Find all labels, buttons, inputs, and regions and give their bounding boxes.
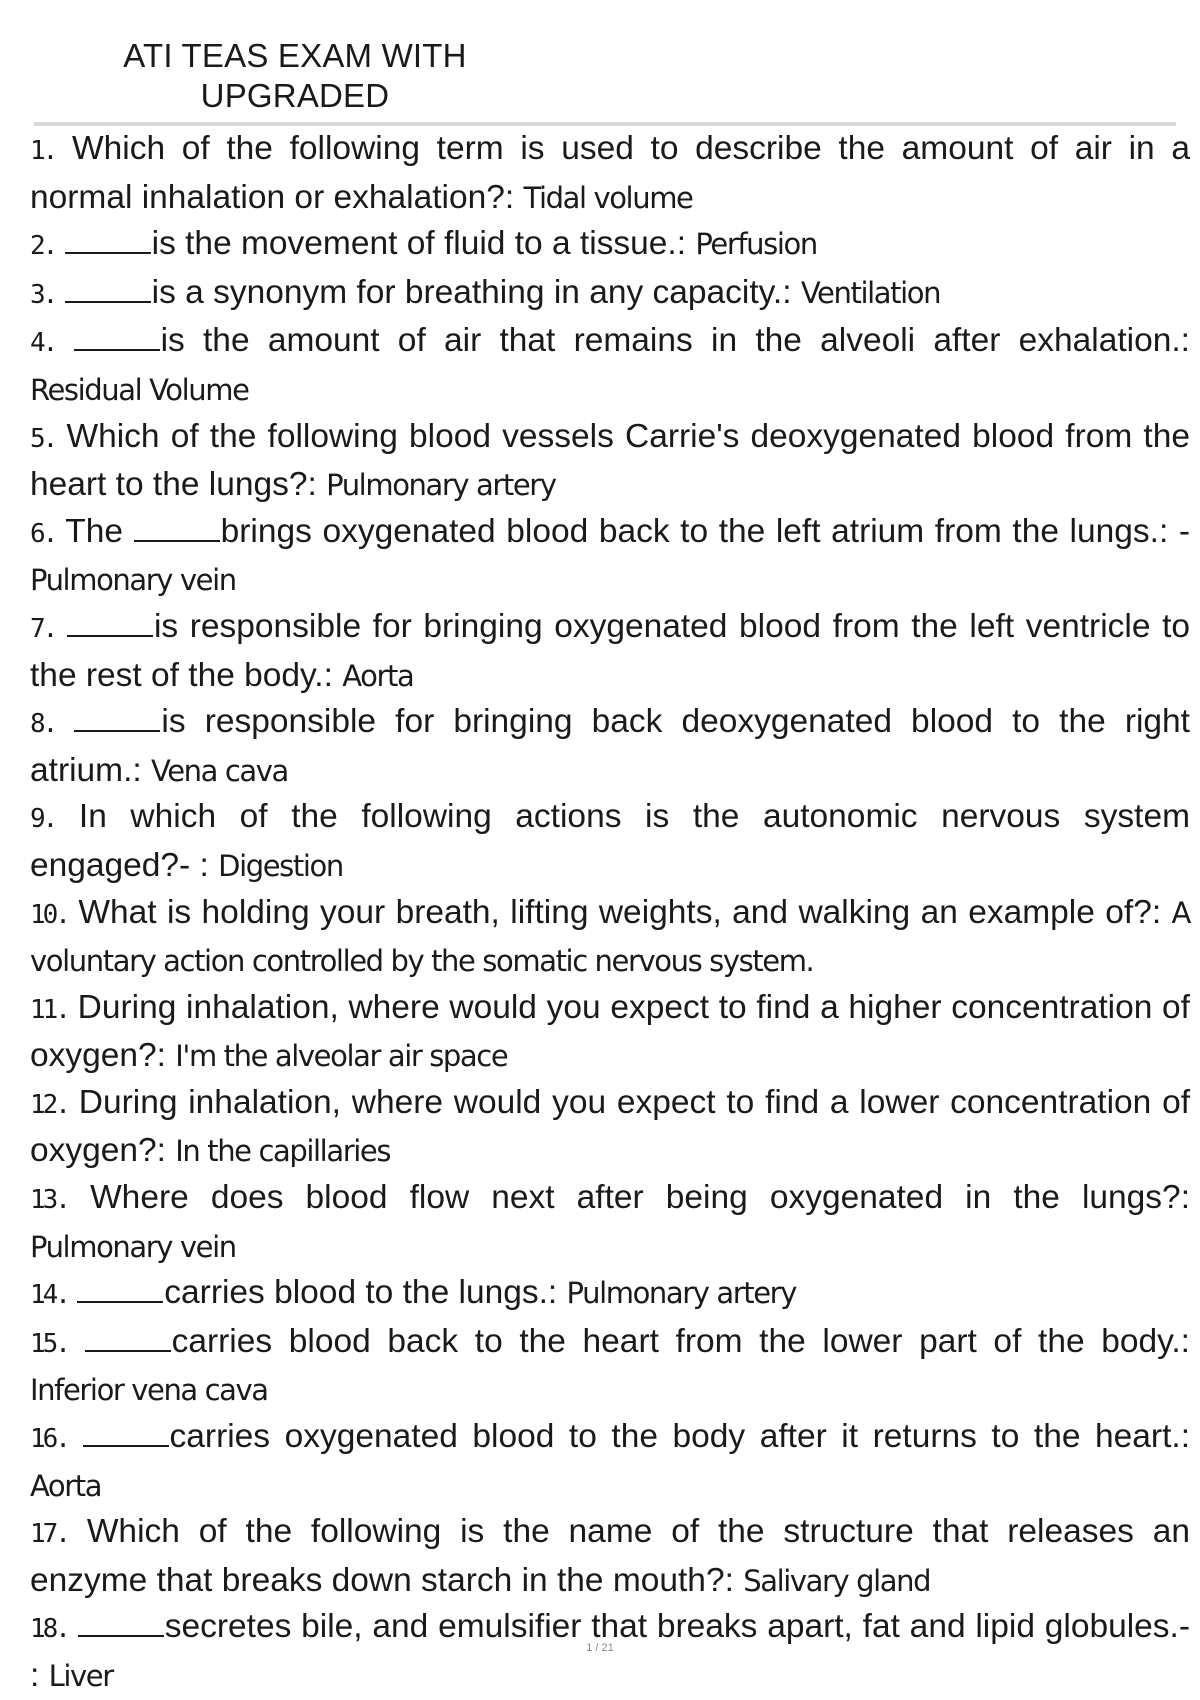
question-item [30, 1270, 1190, 1319]
page-indicator: 1 / 21 [586, 1642, 614, 1654]
question-list [30, 126, 1190, 1700]
question-number: 5. [30, 423, 56, 454]
question-item [30, 604, 1190, 699]
question-number: 3. [30, 279, 56, 310]
title-line-1: ATI TEAS EXAM WITH [123, 37, 467, 74]
question-item [30, 318, 1190, 413]
question-item [30, 985, 1190, 1080]
answer-text: Digestion [218, 848, 343, 883]
question-number: 14. [30, 1280, 68, 1311]
answer-text: Inferior vena cava [30, 1373, 268, 1408]
question-item [30, 1509, 1190, 1604]
answer-text: Aorta [30, 1468, 102, 1503]
question-item [30, 509, 1190, 604]
answer-text: Tidal volume [523, 180, 693, 215]
question-text: carries blood to the lungs.: [164, 1274, 558, 1312]
question-text: is the amount of air that remains in the alveoli after exhalation.: [160, 322, 1190, 360]
question-item [30, 1414, 1190, 1509]
question-number: 10. [30, 899, 68, 930]
fill-in-blank [74, 327, 160, 351]
question-number: 9. [30, 804, 56, 835]
answer-text: Pulmonary artery [566, 1276, 796, 1311]
question-item [30, 1319, 1190, 1414]
answer-text: Perfusion [695, 227, 817, 262]
question-text: In which of the following actions is the autonomic nervous system engaged?- : [30, 798, 1190, 884]
question-text: Where does blood flow next after being oxygenated in the lungs?: [90, 1179, 1190, 1217]
question-text: During inhalation, where would you expect to find a lower concentration of oxygen?: [30, 1083, 1191, 1170]
answer-text: I'm the alveolar air space [175, 1039, 508, 1074]
question-text: is the movement of fluid to a tissue.: [151, 225, 687, 263]
question-number: 13. [30, 1185, 68, 1216]
answer-text: A voluntary action controlled by the somatic nervous system. [30, 895, 1190, 979]
question-text: Which of the following is the name of the structure that releases an enzyme that breaks down starch in the mouth?: [30, 1513, 1190, 1599]
fill-in-blank [77, 1279, 163, 1303]
question-item [30, 1175, 1190, 1270]
question-number: 15. [30, 1328, 68, 1359]
question-number: 6. [30, 518, 56, 549]
question-number: 11. [30, 994, 68, 1025]
fill-in-blank [85, 1328, 171, 1352]
answer-text: Residual Volume [30, 372, 249, 407]
fill-in-blank [65, 230, 151, 254]
fill-in-blank [78, 1613, 164, 1637]
question-item [30, 794, 1190, 889]
question-number: 16. [30, 1424, 68, 1455]
question-item [30, 270, 1190, 319]
question-number: 4. [30, 328, 56, 359]
question-prefix: The [65, 512, 124, 550]
answer-text: Liver [48, 1659, 113, 1693]
question-text: During inhalation, where would you expect to find a higher concentration of oxygen?: [30, 988, 1190, 1075]
question-number: 18. [30, 1614, 68, 1645]
question-text: carries blood back to the heart from the lower part of the body.: [171, 1322, 1190, 1360]
answer-text: Ventilation [800, 275, 941, 310]
fill-in-blank [67, 613, 153, 637]
question-number: 17. [30, 1519, 68, 1550]
question-number: 12. [30, 1089, 68, 1120]
question-text: carries oxygenated blood to the body after it returns to the heart.: [169, 1418, 1191, 1456]
question-item [30, 890, 1190, 985]
question-text: Which of the following blood vessels Carrie's deoxygenated blood from the heart to the lungs?: [30, 417, 1190, 504]
document-title [100, 36, 490, 116]
fill-in-blank [83, 1423, 169, 1447]
answer-text: Pulmonary vein [30, 1229, 236, 1264]
question-number: 7. [30, 613, 56, 644]
question-text: secretes bile, and emulsifier that breaks apart, fat and lipid globules.- : [30, 1608, 1190, 1694]
answer-text: Salivary gland [743, 1563, 931, 1598]
fill-in-blank [74, 708, 160, 732]
question-text: is responsible for bringing back deoxygenated blood to the right atrium.: [30, 703, 1190, 789]
answer-text: Vena cava [151, 753, 288, 788]
answer-text: Pulmonary vein [30, 563, 236, 598]
question-number: 1. [30, 136, 56, 166]
title-line-2: UPGRADED [200, 77, 390, 114]
question-text: What is holding your breath, lifting weights, and walking an example of?: [78, 893, 1162, 931]
question-number: 2. [30, 231, 56, 262]
answer-text: In the capillaries [175, 1134, 391, 1169]
fill-in-blank [65, 279, 151, 303]
question-text: brings oxygenated blood back to the left atrium from the lungs.: - [220, 512, 1190, 550]
answer-text: Pulmonary artery [326, 468, 556, 503]
question-item [30, 1080, 1190, 1175]
question-item [30, 699, 1190, 794]
question-item [30, 414, 1190, 509]
question-text: is responsible for bringing oxygenated blood from the left ventricle to the rest of the body.: [30, 607, 1191, 694]
question-text: Which of the following term is used to describe the amount of air in a normal inhalation or exhalation?: [30, 130, 1190, 216]
question-item [30, 221, 1190, 270]
answer-text: Aorta [342, 658, 414, 693]
fill-in-blank [134, 518, 220, 542]
question-text: is a synonym for breathing in any capacity.: [151, 273, 792, 311]
question-number: 8. [30, 709, 56, 740]
question-item [30, 126, 1190, 221]
